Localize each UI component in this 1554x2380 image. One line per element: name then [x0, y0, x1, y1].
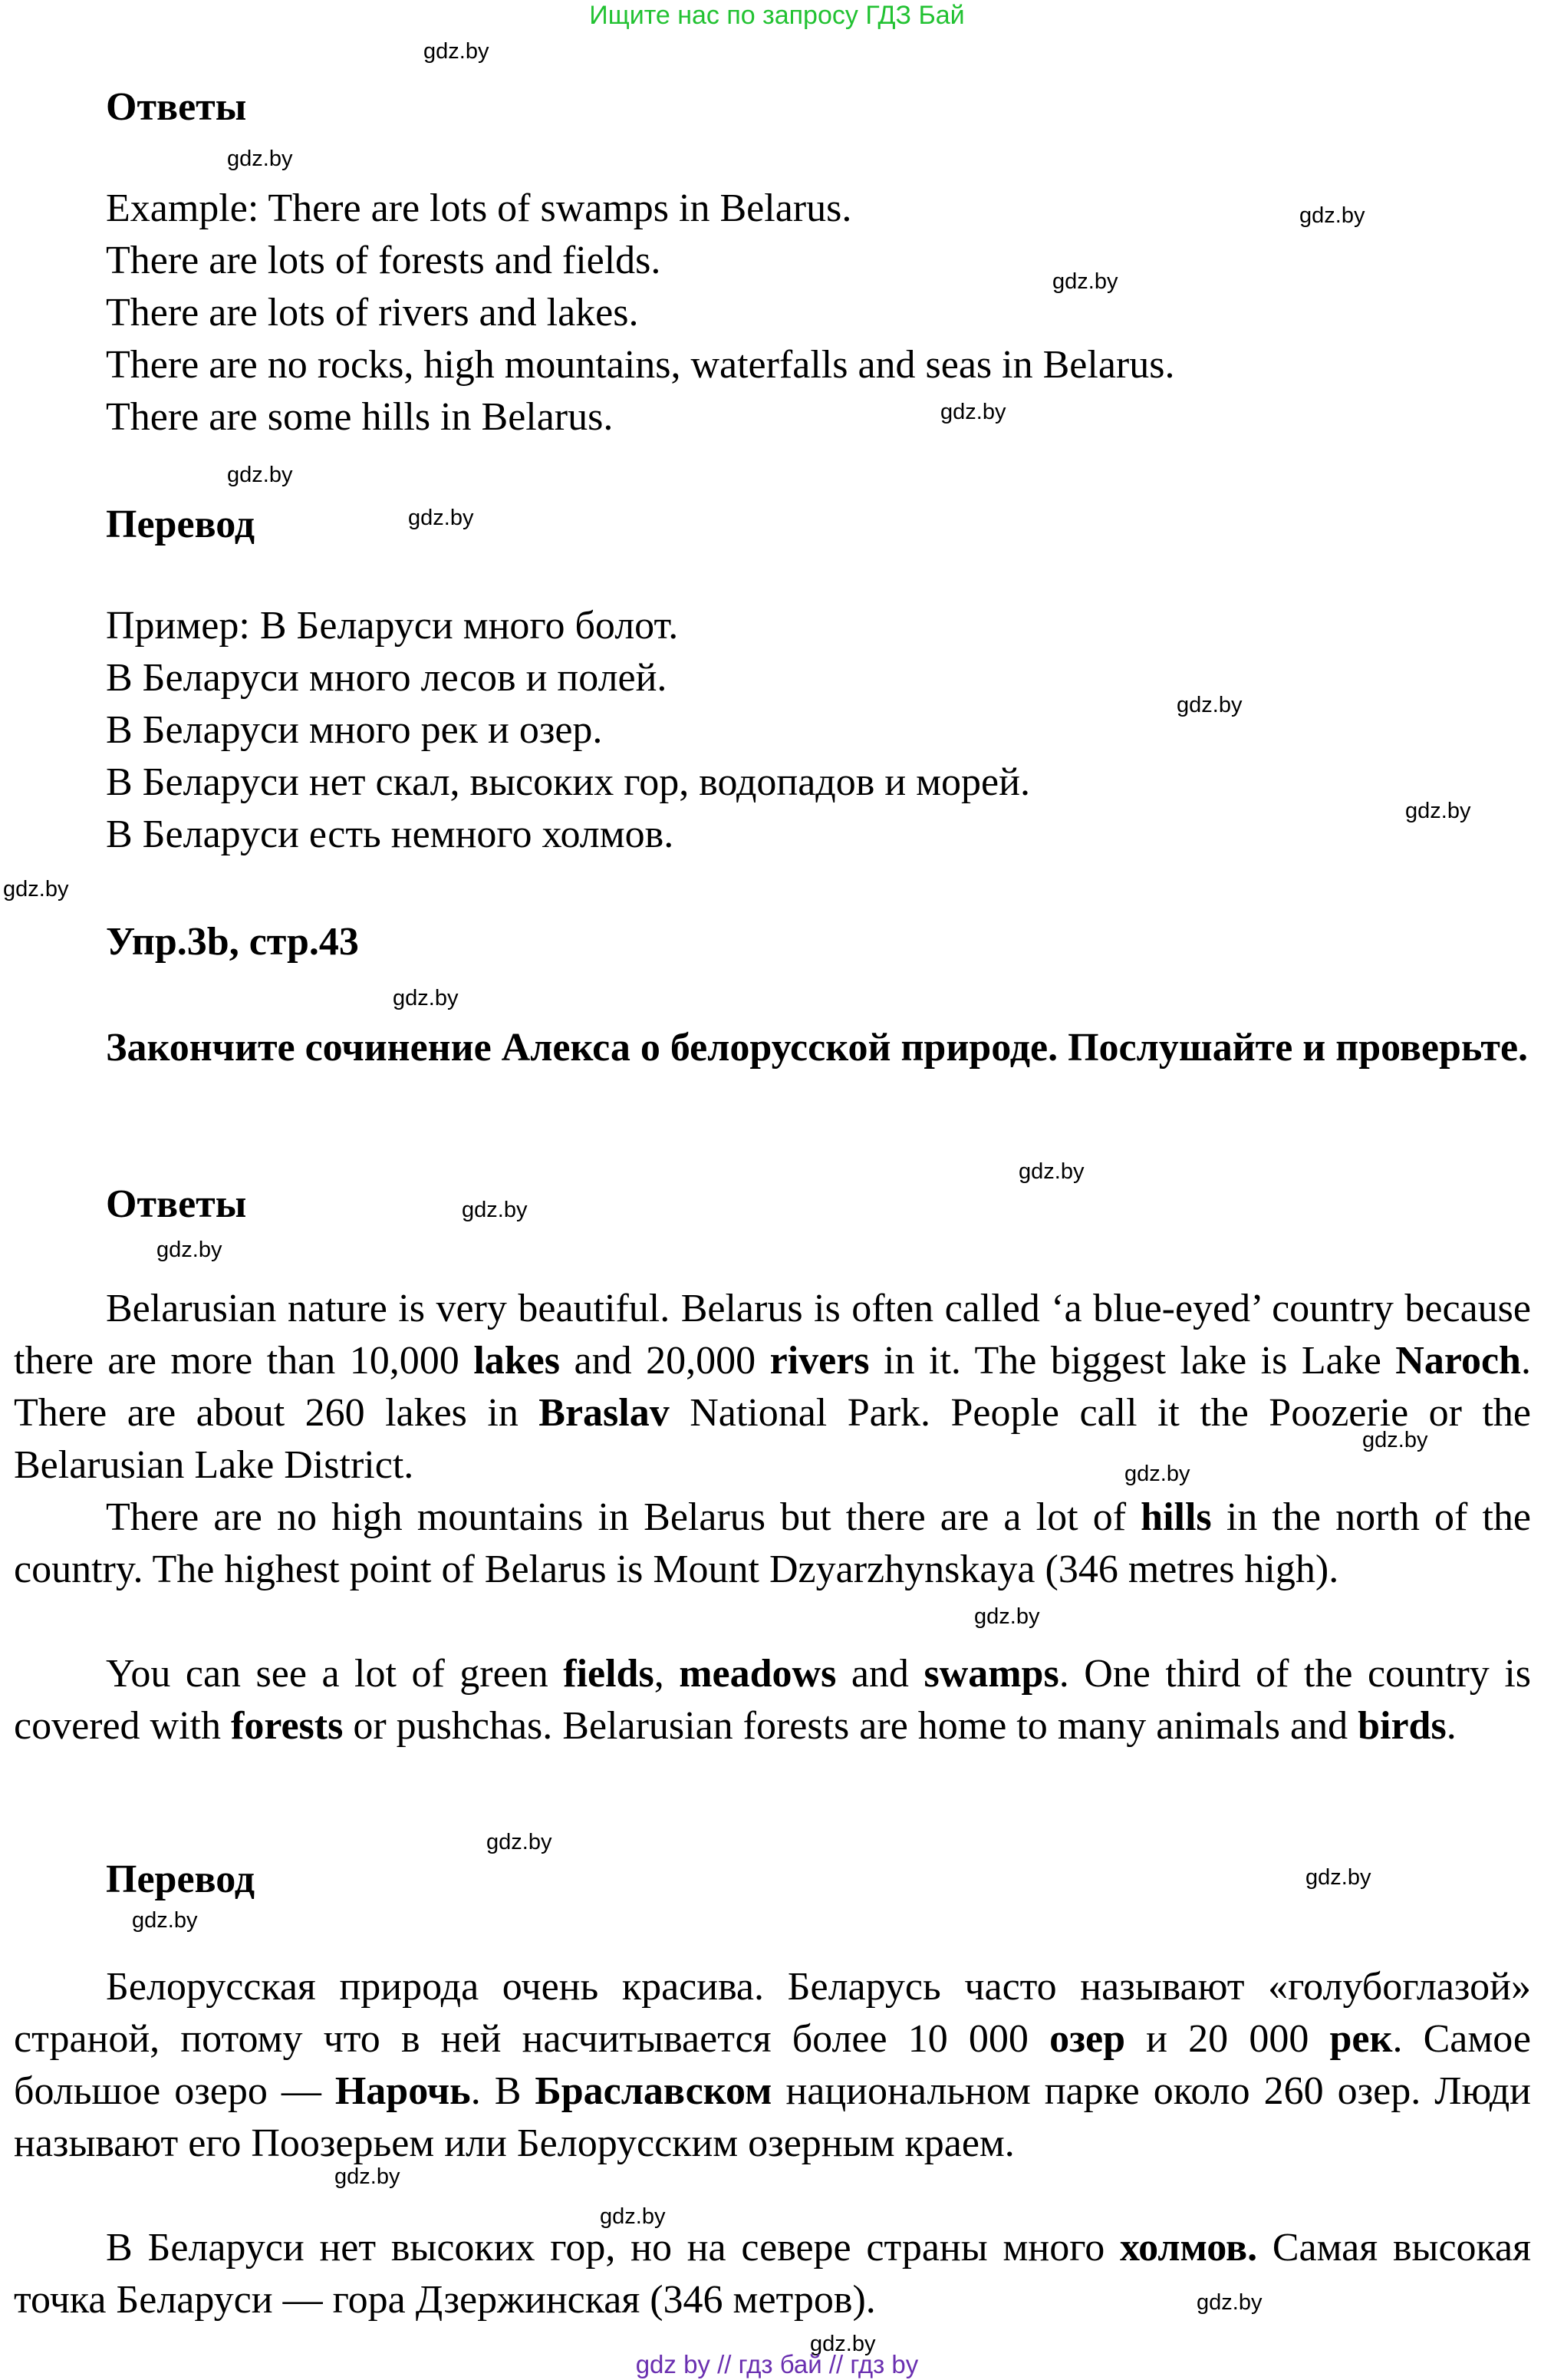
translation-line-4: В Беларуси нет скал, высоких гор, водопадов и морей. — [106, 760, 1030, 804]
answers-heading-2: Ответы — [106, 1182, 247, 1226]
watermark: gdz.by — [486, 1830, 552, 1854]
watermark: gdz.by — [1405, 799, 1471, 823]
watermark: gdz.by — [3, 877, 69, 902]
exercise-title: Упр.3b, стр.43 — [106, 920, 359, 964]
answer-line-1: Example: There are lots of swamps in Belarus. — [106, 186, 852, 230]
watermark: gdz.by — [462, 1198, 528, 1222]
watermark: gdz.by — [156, 1238, 222, 1262]
watermark: gdz.by — [600, 2204, 666, 2229]
watermark: gdz.by — [1052, 269, 1118, 294]
answers-heading-1: Ответы — [106, 85, 247, 129]
translation-paragraph-2: В Беларуси нет высоких гор, но на севере страны много холмов. Самая высокая точка Беларуси — гора Дзержинская (346 метров). — [14, 2226, 1532, 2322]
translation-heading-1: Перевод — [106, 503, 255, 546]
answer-line-2: There are lots of forests and fields. — [106, 239, 661, 282]
answer-line-4: There are no rocks, high mountains, waterfalls and seas in Belarus. — [106, 343, 1175, 387]
watermark: gdz.by — [1177, 693, 1243, 717]
watermark: gdz.by — [423, 39, 489, 64]
answer-paragraph-1: Belarusian nature is very beautiful. Belarus is often called ‘a blue-eyed’ country because there are more than 10,000 lakes and 20,000 rivers in it. The biggest lake is Lake Naroch. There are about 260 lakes in Braslav National Park. People call it the Poozerie or the Belarusian Lake District. — [14, 1287, 1531, 1487]
watermark: gdz.by — [1019, 1159, 1085, 1184]
answer-paragraph-2: There are no high mountains in Belarus but there are a lot of hills in the north of the country. The highest point of Belarus is Mount Dzyarzhynskaya (346 metres high). — [14, 1495, 1531, 1591]
watermark: gdz.by — [393, 986, 459, 1010]
translation-heading-2: Перевод — [106, 1858, 255, 1901]
watermark: gdz.by — [1305, 1865, 1371, 1890]
watermark: gdz.by — [132, 1908, 198, 1933]
watermark: gdz.by — [1299, 203, 1365, 228]
answer-paragraph-3: You can see a lot of green fields, meadows and swamps. One third of the country is covered with forests or pushchas. Belarusian forests are home to many animals and birds. — [14, 1652, 1532, 1748]
top-banner[interactable]: Ищите нас по запросу ГДЗ Бай — [589, 1, 965, 30]
exercise-task: Закончите сочинение Алекса о белорусской природе. Послушайте и проверьте. — [106, 1026, 1529, 1070]
bottom-banner[interactable]: gdz by // гдз бай // гдз by — [635, 2350, 919, 2378]
watermark: gdz.by — [334, 2164, 400, 2189]
watermark: gdz.by — [1362, 1428, 1428, 1452]
translation-paragraph-1: Белорусская природа очень красива. Беларусь часто называют «голубоглазой» страной, потому что в ней насчитывается более 10 000 озер и 20 000 рек. Самое большое озеро — Нарочь. В Браславском национальном парке около 260 озер. Люди называют его Поозерьем или Белорусским озерным краем. — [14, 1965, 1532, 2165]
watermark: gdz.by — [810, 2332, 876, 2356]
answer-line-5: There are some hills in Belarus. — [106, 395, 614, 439]
watermark: gdz.by — [1124, 1462, 1190, 1486]
answer-line-3: There are lots of rivers and lakes. — [106, 291, 639, 335]
translation-line-1: Пример: В Беларуси много болот. — [106, 604, 679, 648]
watermark: gdz.by — [408, 506, 474, 530]
watermark: gdz.by — [940, 400, 1006, 424]
watermark: gdz.by — [227, 147, 293, 171]
watermark: gdz.by — [1197, 2290, 1263, 2315]
watermark: gdz.by — [974, 1604, 1040, 1629]
translation-line-5: В Беларуси есть немного холмов. — [106, 813, 674, 856]
watermark: gdz.by — [227, 463, 293, 487]
translation-line-3: В Беларуси много рек и озер. — [106, 708, 603, 752]
translation-line-2: В Беларуси много лесов и полей. — [106, 656, 667, 700]
